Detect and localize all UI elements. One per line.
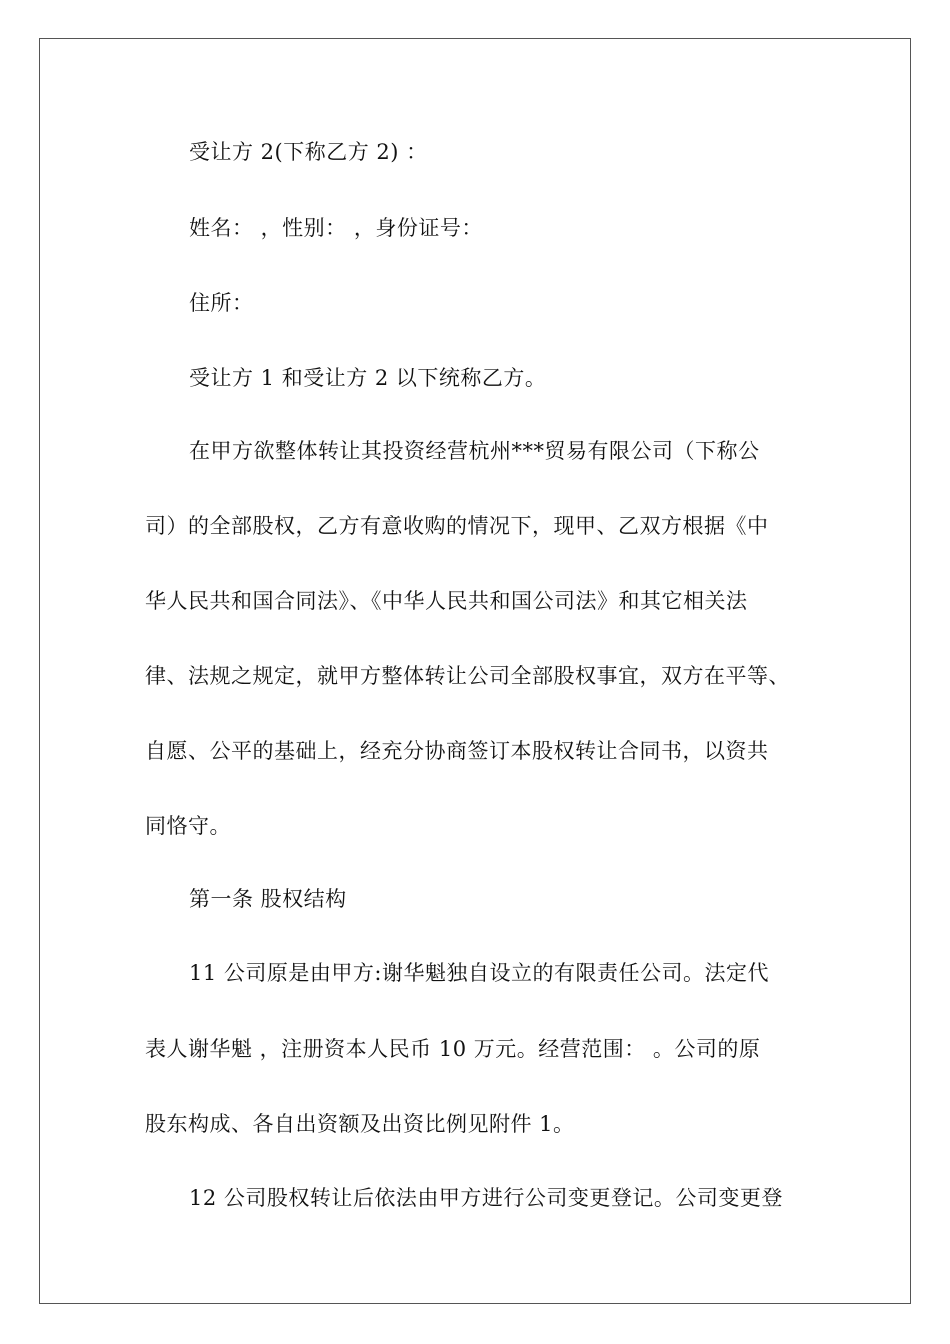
clause-1-2-line-1: 12 公司股权转让后依法由甲方进行公司变更登记。公司变更登 [189, 1186, 783, 1210]
name-gender-id-line: 姓名： ，性别： ，身份证号： [189, 216, 483, 240]
preamble-line-5: 自愿、公平的基础上，经充分协商签订本股权转让合同书，以资共 [145, 739, 769, 763]
preamble-line-1: 在甲方欲整体转让其投资经营杭州***贸易有限公司（下称公 [189, 439, 760, 463]
clause-1-1-line-1: 11 公司原是由甲方:谢华魁独自设立的有限责任公司。法定代 [189, 961, 769, 985]
transferees-collective-line: 受让方 1 和受让方 2 以下统称乙方。 [189, 366, 547, 390]
preamble-line-4: 律、法规之规定，就甲方整体转让公司全部股权事宜，双方在平等、 [145, 664, 790, 688]
preamble-line-6: 同恪守。 [145, 814, 231, 838]
transferee-2-heading: 受让方 2(下称乙方 2) ： [189, 140, 428, 164]
preamble-line-2: 司）的全部股权，乙方有意收购的情况下，现甲、乙双方根据《中 [145, 514, 769, 538]
preamble-line-3: 华人民共和国合同法》、《中华人民共和国公司法》和其它相关法 [145, 589, 748, 613]
address-line: 住所： [189, 291, 254, 315]
clause-1-1-line-3: 股东构成、各自出资额及出资比例见附件 1。 [145, 1112, 575, 1136]
clause-1-1-line-2: 表人谢华魁 ，注册资本人民币 10 万元。经营范围： 。公司的原 [145, 1037, 761, 1061]
article-1-heading: 第一条 股权结构 [189, 887, 347, 911]
